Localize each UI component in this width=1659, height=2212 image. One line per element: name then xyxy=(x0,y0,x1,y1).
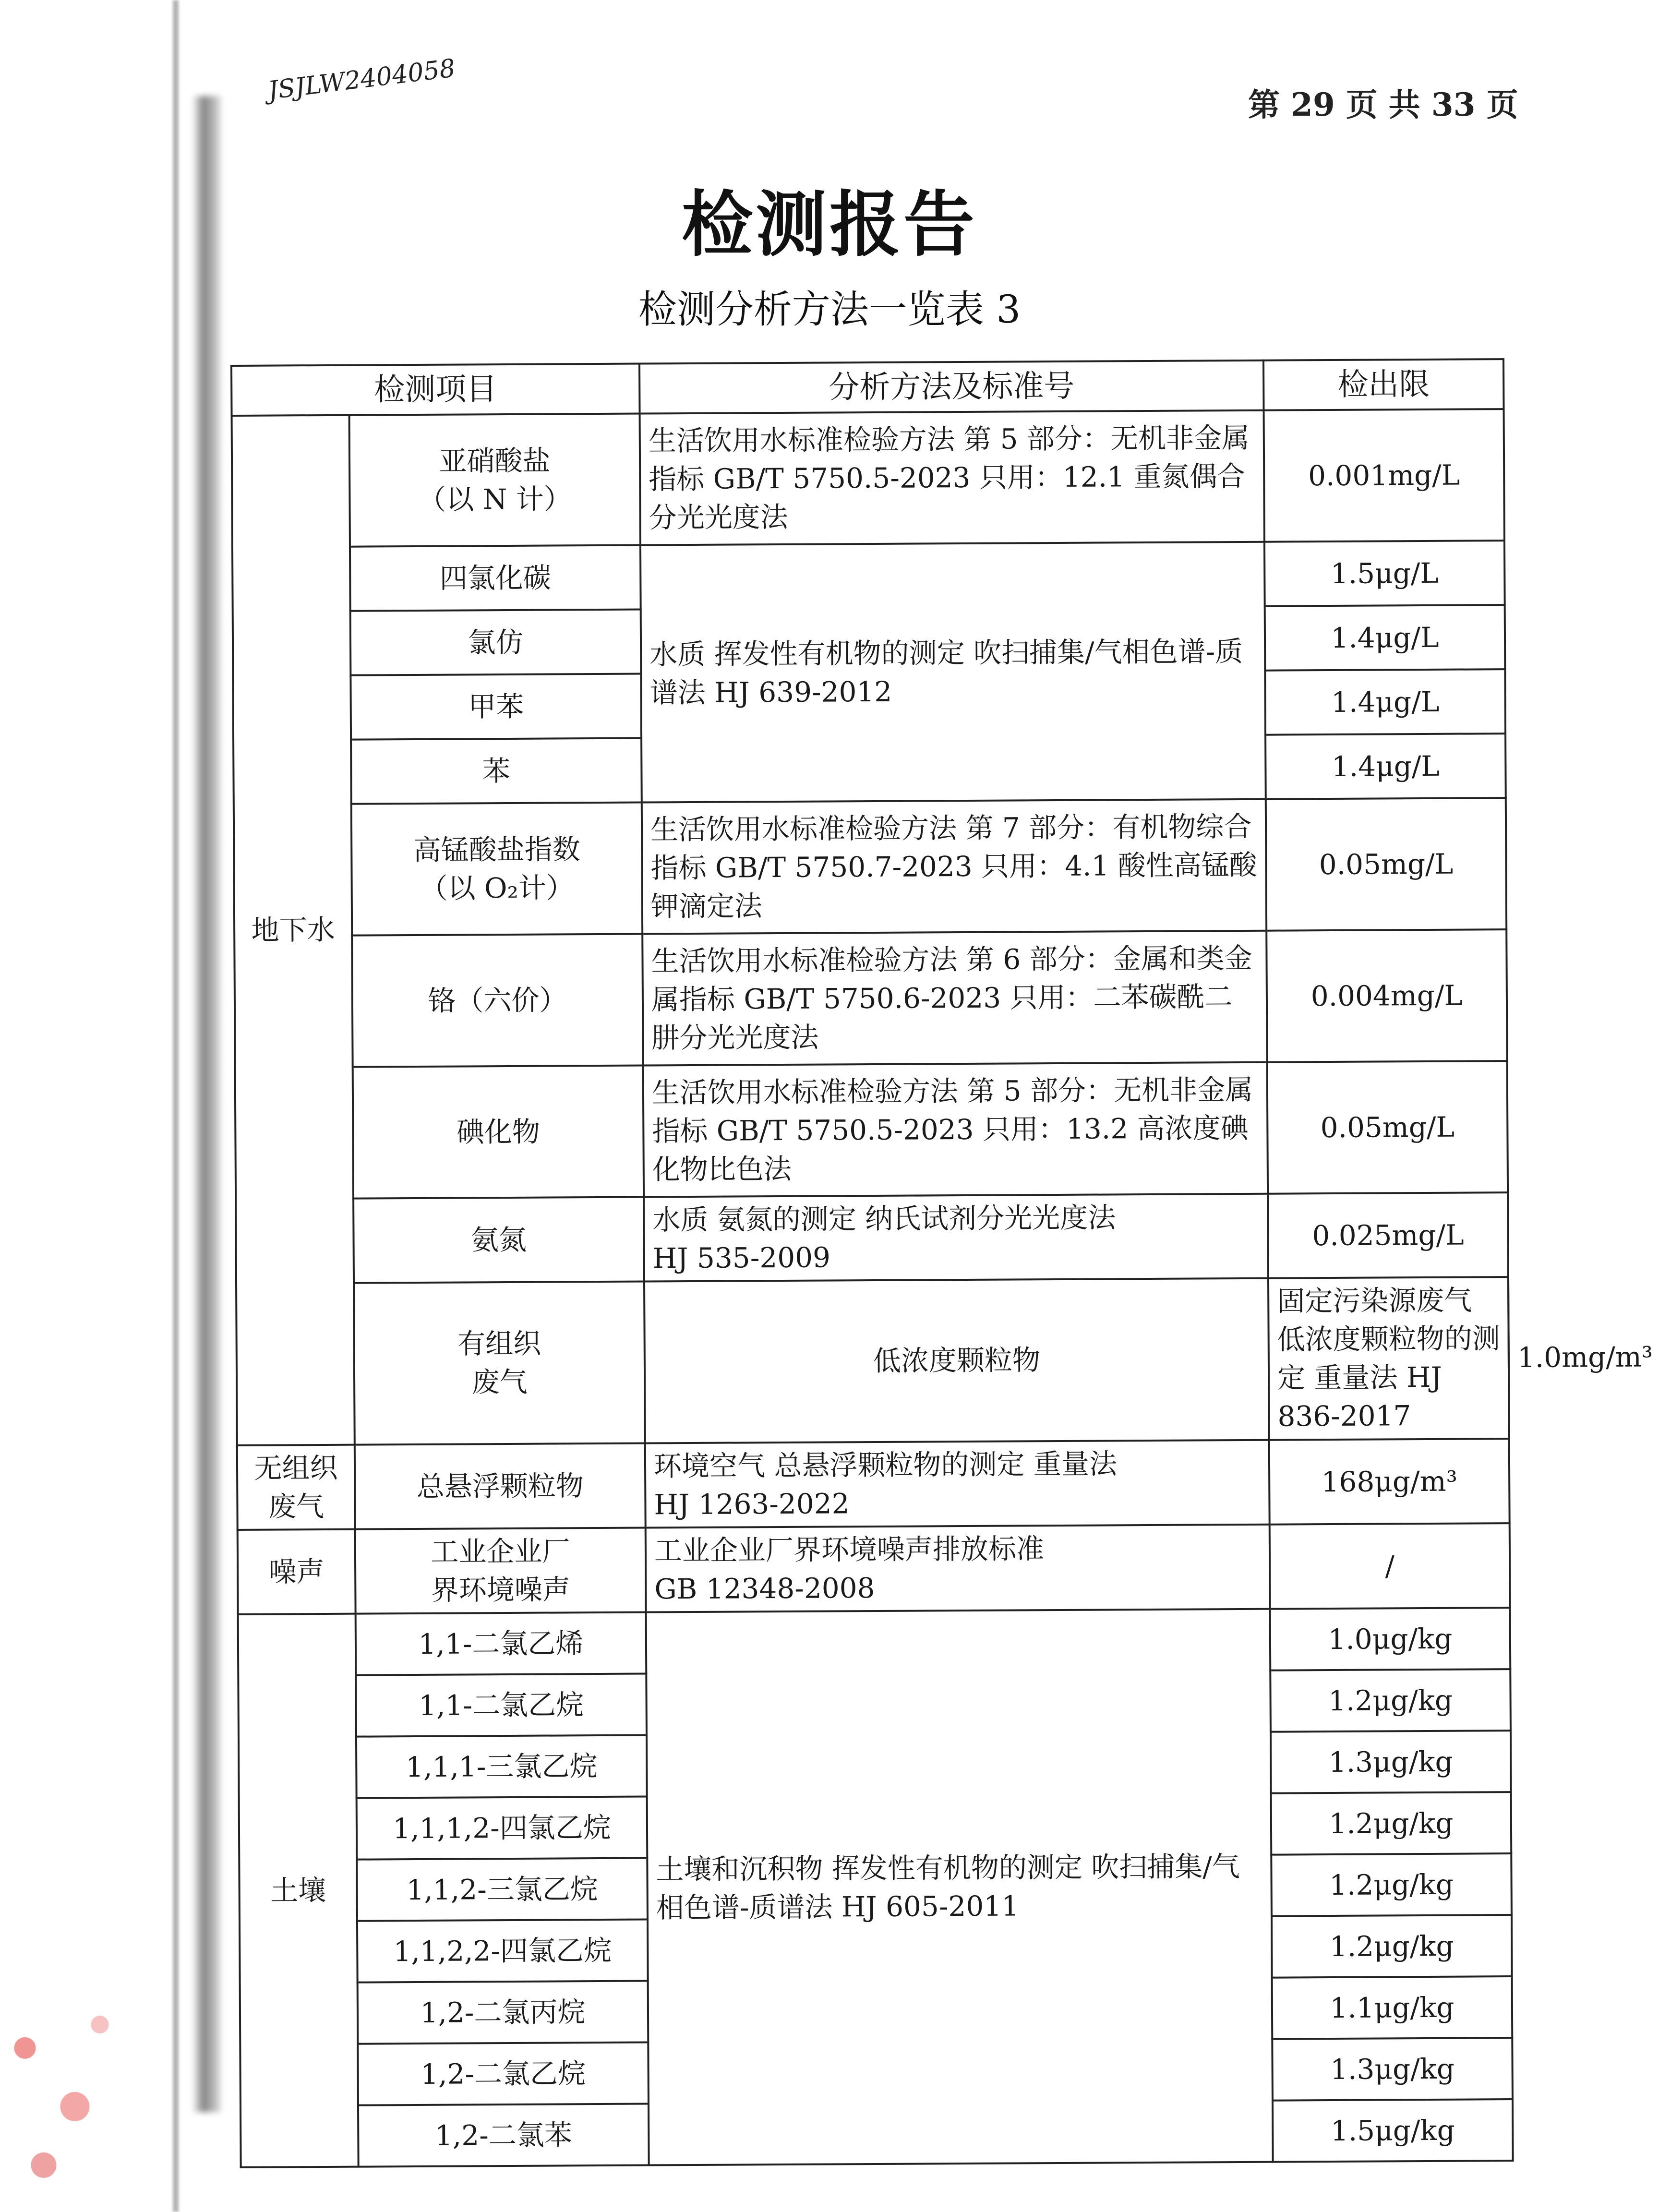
table-header-row xyxy=(231,359,1504,416)
limit-cell: 1.3μg/kg xyxy=(1272,2038,1513,2101)
limit-cell: 1.4μg/L xyxy=(1265,733,1506,799)
method-cell: 生活饮用水标准检验方法 第 6 部分：金属和类金属指标 GB/T 5750.6-2023 只用：二苯碳酰二肼分光光度法 xyxy=(642,931,1267,1066)
item-line: （以 N 计） xyxy=(418,482,572,517)
item-ccl4: 四氯化碳 xyxy=(350,545,641,611)
limit-cell: 1.1μg/kg xyxy=(1272,1976,1513,2039)
method-line: HJ 535-2009 xyxy=(652,1241,831,1275)
method-cell xyxy=(645,1440,1270,1527)
method-line: 水质 氨氮的测定 纳氏试剂分光光度法 xyxy=(652,1201,1116,1237)
table-row xyxy=(232,541,1505,612)
soil-item: 1,1,2-三氯乙烷 xyxy=(357,1858,648,1921)
item-iodide: 碘化物 xyxy=(353,1066,644,1199)
item-chromium: 铬（六价） xyxy=(352,934,643,1067)
limit-cell: 1.2μg/kg xyxy=(1272,1915,1512,1978)
category-line: 无组织 xyxy=(254,1451,338,1485)
item-ammonia: 氨氮 xyxy=(353,1197,644,1283)
limit-cell: 1.0mg/m³ xyxy=(1508,1277,1509,1438)
soil-item: 1,1,2,2-四氯乙烷 xyxy=(357,1919,648,1982)
limit-cell: 1.4μg/L xyxy=(1265,669,1505,735)
limit-cell: 0.004mg/L xyxy=(1266,929,1507,1062)
limit-cell: 1.2μg/kg xyxy=(1271,1853,1512,1916)
limit-cell: 0.05mg/L xyxy=(1266,798,1506,931)
scan-binding-shadow xyxy=(192,96,221,2112)
limit-cell: 0.05mg/L xyxy=(1267,1061,1508,1194)
item-boundary-noise xyxy=(355,1527,646,1613)
method-cell: 水质 挥发性有机物的测定 吹扫捕集/气相色谱-质谱法 HJ 639-2012 xyxy=(640,542,1266,803)
method-cell xyxy=(646,1524,1270,1612)
method-line: GB 12348-2008 xyxy=(654,1571,875,1606)
table-row xyxy=(238,1523,1510,1614)
limit-cell: 1.4μg/L xyxy=(1265,605,1505,671)
table-row xyxy=(235,1061,1508,1199)
item-permanganate xyxy=(351,803,642,936)
soil-item: 1,1-二氯乙烷 xyxy=(356,1673,647,1736)
table-row xyxy=(232,409,1504,547)
method-cell: 固定污染源废气 低浓度颗粒物的测定 重量法 HJ 836-2017 xyxy=(1268,1277,1509,1440)
item-line: 高锰酸盐指数 xyxy=(413,833,580,867)
method-cell: 生活饮用水标准检验方法 第 7 部分：有机物综合指标 GB/T 5750.7-2023 只用：4.1 酸性高锰酸钾滴定法 xyxy=(642,799,1266,934)
table-row xyxy=(236,1277,1509,1445)
item-line: 亚硝酸盐 xyxy=(439,444,551,478)
method-line: HJ 1263-2022 xyxy=(654,1487,850,1521)
method-line: 工业企业厂界环境噪声排放标准 xyxy=(654,1532,1045,1567)
item-benzene: 苯 xyxy=(351,738,642,804)
item-toluene: 甲苯 xyxy=(350,674,641,740)
item-chloroform: 氯仿 xyxy=(350,610,641,675)
report-title: 检测报告 xyxy=(682,183,977,266)
limit-cell: 1.5μg/L xyxy=(1264,541,1505,606)
soil-item: 1,2-二氯丙烷 xyxy=(358,1981,649,2044)
category-line: 废气 xyxy=(268,1490,325,1523)
limit-cell: 1.5μg/kg xyxy=(1273,2099,1513,2162)
limit-cell: 1.3μg/kg xyxy=(1271,1731,1511,1793)
soil-item: 1,1-二氯乙烯 xyxy=(356,1612,647,1675)
item-tsp: 总悬浮颗粒物 xyxy=(355,1443,646,1529)
header-limit: 检出限 xyxy=(1263,359,1504,410)
table-title: 检测分析方法一览表 3 xyxy=(638,287,1021,332)
table-row xyxy=(234,798,1506,936)
table-row xyxy=(236,1192,1508,1284)
item-line: 界环境噪声 xyxy=(431,1573,571,1607)
method-line: 环境空气 总悬浮颗粒物的测定 重量法 xyxy=(653,1447,1118,1482)
methods-table xyxy=(230,358,1653,2168)
item-line: （以 O₂计） xyxy=(420,871,575,905)
page-indicator: 第 29 页 共 33 页 xyxy=(1248,86,1518,123)
category-groundwater: 地下水 xyxy=(232,415,355,1445)
soil-item: 1,2-二氯乙烷 xyxy=(358,2042,649,2105)
limit-cell: 168μg/m³ xyxy=(1269,1439,1510,1525)
limit-cell: / xyxy=(1270,1523,1510,1609)
method-cell: 生活饮用水标准检验方法 第 5 部分：无机非金属指标 GB/T 5750.5-2023 只用：12.1 重氮偶合分光光度法 xyxy=(640,410,1264,545)
category-line: 废气 xyxy=(471,1366,528,1399)
category-line: 有组织 xyxy=(457,1327,541,1360)
soil-item: 1,2-二氯苯 xyxy=(358,2104,649,2166)
soil-item: 1,1,1,2-四氯乙烷 xyxy=(357,1796,648,1859)
limit-cell: 1.2μg/kg xyxy=(1270,1669,1511,1732)
table-row xyxy=(234,929,1507,1068)
item-nitrite xyxy=(349,414,640,547)
red-stamp-fragment xyxy=(0,1978,125,2212)
header-method: 分析方法及标准号 xyxy=(639,361,1264,414)
method-cell: 土壤和沉积物 挥发性有机物的测定 吹扫捕集/气相色谱-质谱法 HJ 605-2011 xyxy=(646,1609,1273,2165)
method-cell xyxy=(644,1194,1268,1282)
table-row xyxy=(237,1439,1510,1530)
limit-cell: 0.025mg/L xyxy=(1268,1192,1508,1278)
limit-cell: 0.001mg/L xyxy=(1264,409,1504,542)
category-unorganized-gas xyxy=(237,1444,355,1529)
soil-item: 1,1,1-三氯乙烷 xyxy=(356,1735,647,1798)
method-cell: 生活饮用水标准检验方法 第 5 部分：无机非金属指标 GB/T 5750.5-2023 只用：13.2 高浓度碘化物比色法 xyxy=(643,1062,1268,1197)
table-row xyxy=(238,1608,1511,1676)
limit-cell: 1.0μg/kg xyxy=(1270,1608,1511,1671)
category-noise: 噪声 xyxy=(238,1529,356,1614)
document-code: JSJLW2404058 xyxy=(266,54,457,106)
header-item: 检测项目 xyxy=(231,364,640,416)
category-soil: 土壤 xyxy=(238,1613,359,2167)
item-line: 工业企业厂 xyxy=(431,1534,570,1568)
limit-cell: 1.2μg/kg xyxy=(1271,1792,1512,1855)
item-low-particulate: 低浓度颗粒物 xyxy=(644,1278,1269,1443)
category-organized-gas xyxy=(354,1282,645,1444)
